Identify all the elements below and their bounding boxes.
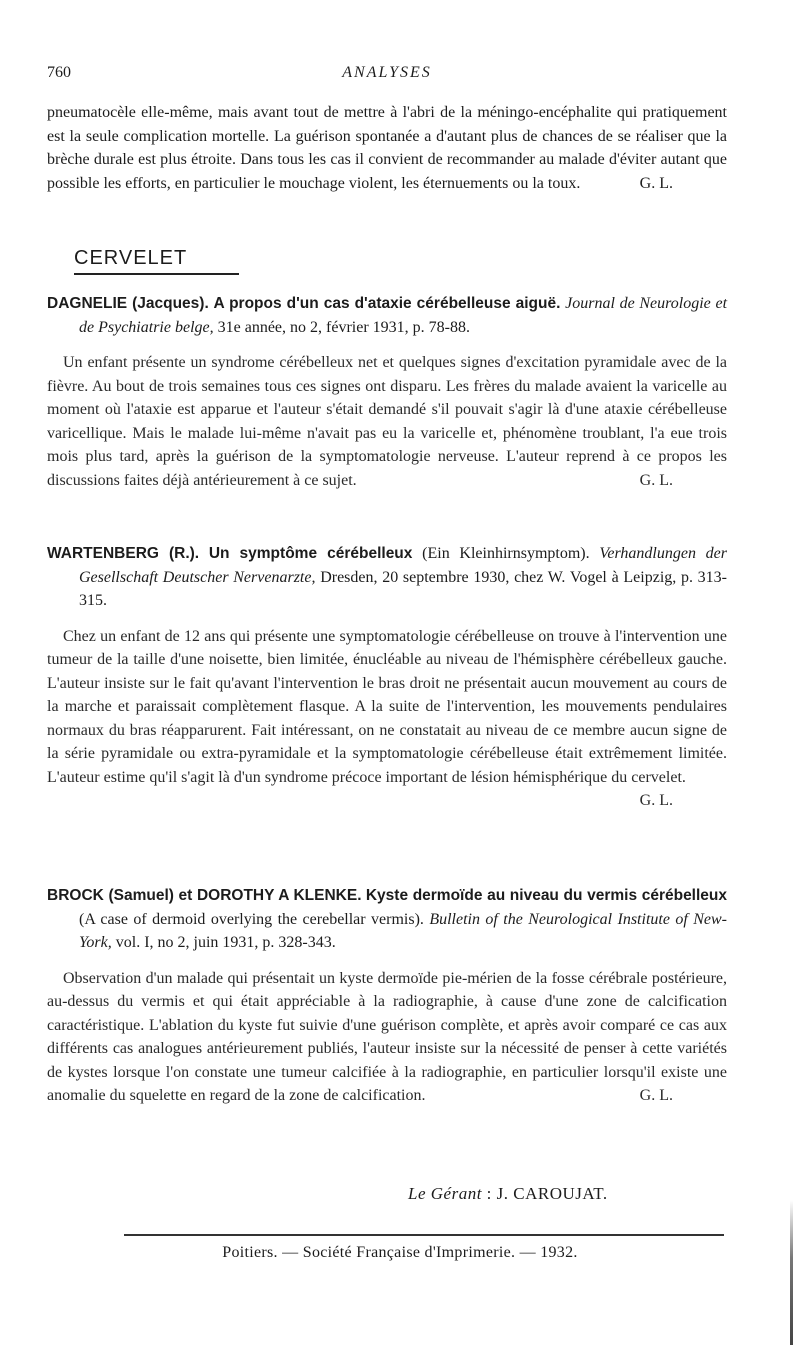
article-2-journal: Verhandlungen der Gesellschaft Deutscher Nervenarzte, [79,545,727,586]
running-title: ANALYSES [342,64,432,81]
section-title-underline [74,273,239,275]
article-1-journal: Journal de Neurologie et de Psychiatrie belge, [79,295,728,336]
article-1 [47,292,727,492]
section-title: CERVELET [74,247,188,269]
article-2-body [47,625,727,809]
intro-signature: G. L. [639,174,673,192]
intro-text: pneumatocèle elle-même, mais avant tout de mettre à l'abri de la méningo-encéphalite qui pratiquement est la seule complication mortelle. La guérison spontanée a d'autant plus de chances de se réaliser que la brèche durale est plus étroite. Dans tous les cas il convient de recommander au malade d'éviter autant que possible les efforts, en particulier le mouchage violent, les éternuements ou la toux. [47,104,727,192]
page-number: 760 [47,64,71,81]
article-3 [47,884,727,1108]
publisher-separator: : [486,1184,492,1203]
article-2-heading [47,542,727,613]
article-1-heading [47,292,727,339]
article-3-signature: G. L. [639,1087,673,1104]
article-2-text: Chez un enfant de 12 ans qui présente une symptomatologie cérébelleuse on trouve à l'intervention une tumeur de la taille d'une noisette, bien limitée, énucléable au niveau de l'hémisphère cérébelleux gauche. L'auteur insiste sur le fait qu'avant l'intervention le bras droit ne présentait aucun mouvement au cours de la marche et paraissait complètement flasque. A la suite de l'intervention, les mouvements pendulaires normaux du bras réapparurent. Fait intéressant, on ne constatait au niveau de ce membre aucun signe de la série pyramidale ou extra-pyramidale et la symptomatologie cérébelleuse était extrêmement limitée. L'auteur estime qu'il s'agit là d'un syndrome précoce important de lésion hémisphérique du cervelet. [47,627,727,786]
article-1-title: A propos d'un cas d'ataxie cérébelleuse aiguë. [213,295,561,312]
article-1-author: DAGNELIE (Jacques). [47,295,209,312]
article-2-author: WARTENBERG (R.). [47,545,200,562]
article-3-citation: vol. I, no 2, juin 1931, p. 328-343. [115,934,336,951]
article-3-heading [47,884,727,955]
article-3-body [47,967,727,1108]
publisher-signature [408,1184,608,1204]
article-2 [47,542,727,813]
article-2-title: Un symptôme cérébelleux [208,545,413,562]
article-1-body [47,351,727,492]
article-3-text: Observation d'un malade qui présentait un kyste dermoïde pie-mérien de la fosse cérébrale postérieure, au-dessus du vermis et qui était appréciable à la radiographie, à cause d'une zone de calcification caractéristique. L'ablation du kyste fut suivie d'une guérison complète, et après avoir comparé ce cas aux différents cas analogues antérieurement publiés, l'auteur insiste sur la nécessité de penser à cette variétés de kystes lorsque l'on constate une tumeur calcifiée à la radiographie, en particulier lorsqu'il existe une anomalie du squelette en regard de la zone de calcification. [47,969,727,1104]
footer-divider [124,1234,724,1236]
article-3-author: BROCK (Samuel) et DOROTHY A KLENKE. [47,887,362,904]
scan-edge-shadow [790,1200,793,1345]
article-2-subtitle: (Ein Kleinhirnsymptom). [422,545,590,562]
publisher-name: J. CAROUJAT. [496,1184,608,1203]
article-3-subtitle: (A case of dermoid overlying the cerebellar vermis). [79,910,424,928]
article-2-signature: G. L. [639,792,673,809]
article-2-citation: Dresden, 20 septembre 1930, chez W. Vogel à Leipzig, p. 313-315. [79,568,728,609]
article-3-title: Kyste dermoïde au niveau du vermis cérébelleux [365,887,728,904]
article-1-citation: 31e année, no 2, février 1931, p. 78-88. [217,318,470,336]
publisher-role: Le Gérant [408,1184,482,1203]
printer-imprint: Poitiers. — Société Française d'Imprimerie. — 1932. [222,1244,578,1261]
page-header [47,64,727,86]
article-3-journal: Bulletin of the Neurological Institute of New-York, [79,910,727,951]
intro-paragraph [47,101,727,195]
article-1-signature: G. L. [639,471,673,489]
article-1-text: Un enfant présente un syndrome cérébelleux net et quelques signes d'excitation pyramidale avec de la fièvre. Au bout de trois semaines tous ces signes ont disparu. Les frères du malade avaient la varicelle au moment où l'ataxie est apparue et l'auteur s'était demandé s'il pouvait s'agir là d'une ataxie cérébelleuse varicellique. Mais le malade lui-même n'avait pas eu la varicelle et, phénomène troublant, l'a eue trois mois plus tard, après la guérison de la symptomatologie nerveuse. L'auteur reprend à ce propos les discussions faites déjà antérieurement à ce sujet. [47,354,727,489]
